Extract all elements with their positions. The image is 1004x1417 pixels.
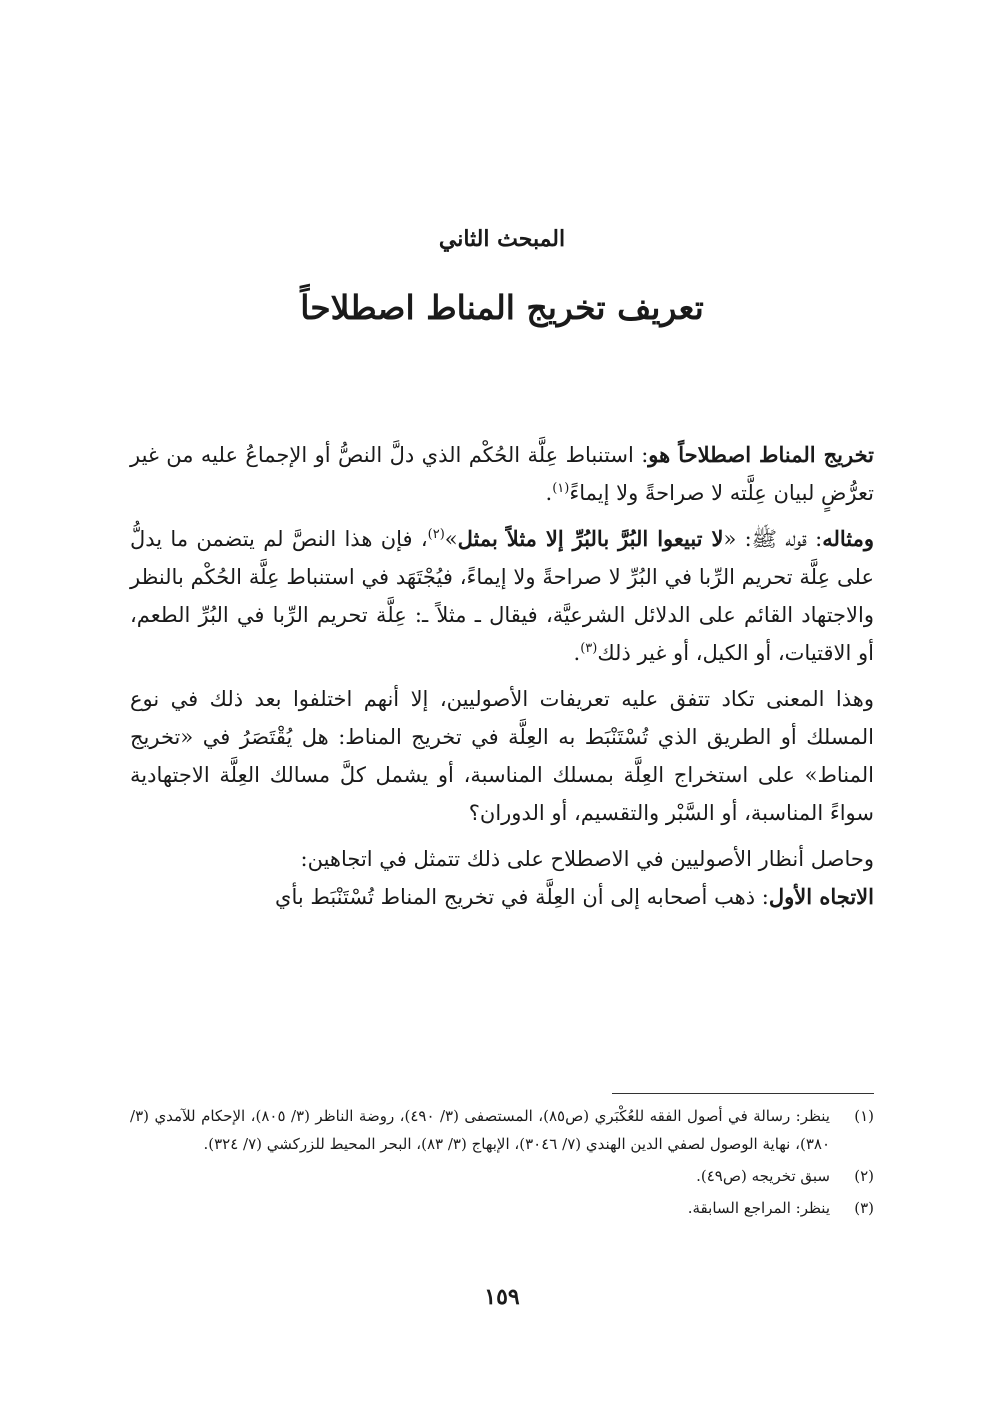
example-end: . [573, 641, 581, 665]
page-number: ١٥٩ [484, 1284, 520, 1310]
footnote-item [130, 1102, 874, 1158]
paragraph-example [130, 520, 874, 672]
example-text: ، فإن هذا النصَّ لم يتضمن ما يدلُّ على عِلَّة تحريم الرِّبا في البُرِّ لا صراحةً ولا إيماءً، فيُجْتَهَد في استنباط عِلَّة الحُكْم بالنظر والاجتهاد القائم على الدلائل الشرعيَّة، فيقال ـ مثلاً ـ: عِلَّة تحريم الرِّبا في البُرِّ الطعم، أو الاقتيات، أو الكيل، أو غير ذلك [130, 527, 874, 665]
footnote-ref-3[interactable]: (٣) [580, 641, 598, 656]
term-example: ومثاله [822, 526, 874, 551]
footnote-text: ينظر: المراجع السابقة. [687, 1199, 830, 1217]
footnote-divider [612, 1093, 874, 1094]
first-direction-text: : ذهب أصحابه إلى أن العِلَّة في تخريج المناط تُسْتَنْبَط بأي [275, 885, 769, 909]
footnote-ref-1[interactable]: (١) [552, 481, 570, 496]
section-label: المبحث الثاني [438, 226, 566, 252]
footnote-number: (٢) [854, 1167, 874, 1185]
example-intro: : قوله ﷺ: « [723, 527, 823, 551]
footnotes [130, 1102, 874, 1226]
definition-end: . [545, 481, 553, 505]
hadith-quote: لا تبيعوا البُرَّ بالبُرِّ إلا مثلاً بمثل [457, 526, 724, 551]
term-definition: تخريج المناط اصطلاحاً هو [648, 442, 874, 467]
body-text [130, 436, 874, 924]
example-quote-close: » [444, 527, 458, 551]
term-first-direction: الاتجاه الأول [768, 884, 874, 909]
footnote-text: ينظر: رسالة في أصول الفقه للعُكْبَري (ص٨٥)، المستصفى (٣/ ٤٩٠)، روضة الناظر (٣/ ٨٠٥)، الإحكام للآمدي (٣/ ٣٨٠)، نهاية الوصول لصفي الدين الهندي (٧/ ٣٠٤٦)، الإبهاج (٣/ ٨٣)، البحر المحيط للزركشي (٧/ ٣٢٤). [130, 1107, 830, 1153]
definition-text: : استنباط عِلَّة الحُكْم الذي دلَّ النصُّ أو الإجماعُ عليه من غير تعرُّضٍ لبيان عِلَّته لا صراحةً ولا إيماءً [130, 443, 874, 505]
paragraph-first-direction [130, 878, 874, 916]
paragraph-two-directions: وحاصل أنظار الأصوليين في الاصطلاح على ذلك تتمثل في اتجاهين: [300, 847, 874, 871]
footnote-item [130, 1162, 874, 1190]
paragraph-definition [130, 436, 874, 512]
footnote-text: سبق تخريجه (ص٤٩). [696, 1167, 830, 1185]
paragraph-disagreement: وهذا المعنى تكاد تتفق عليه تعريفات الأصوليين، إلا أنهم اختلفوا بعد ذلك في نوع المسلك أو الطريق الذي تُسْتَنْبَط به العِلَّة في تخريج المناط: هل يُقْتَصَرُ في «تخريج المناط» على استخراج العِلَّة بمسلك المناسبة، أو يشمل كلَّ مسالك العِلَّة الاجتهادية سواءً المناسبة، أو السَّبْر والتقسيم، أو الدوران؟ [130, 687, 874, 825]
page-title: تعريف تخريج المناط اصطلاحاً [300, 288, 704, 327]
footnote-ref-2[interactable]: (٢) [427, 527, 445, 542]
footnote-number: (٣) [854, 1199, 874, 1217]
footnote-number: (١) [854, 1107, 874, 1125]
footnote-item [130, 1194, 874, 1222]
